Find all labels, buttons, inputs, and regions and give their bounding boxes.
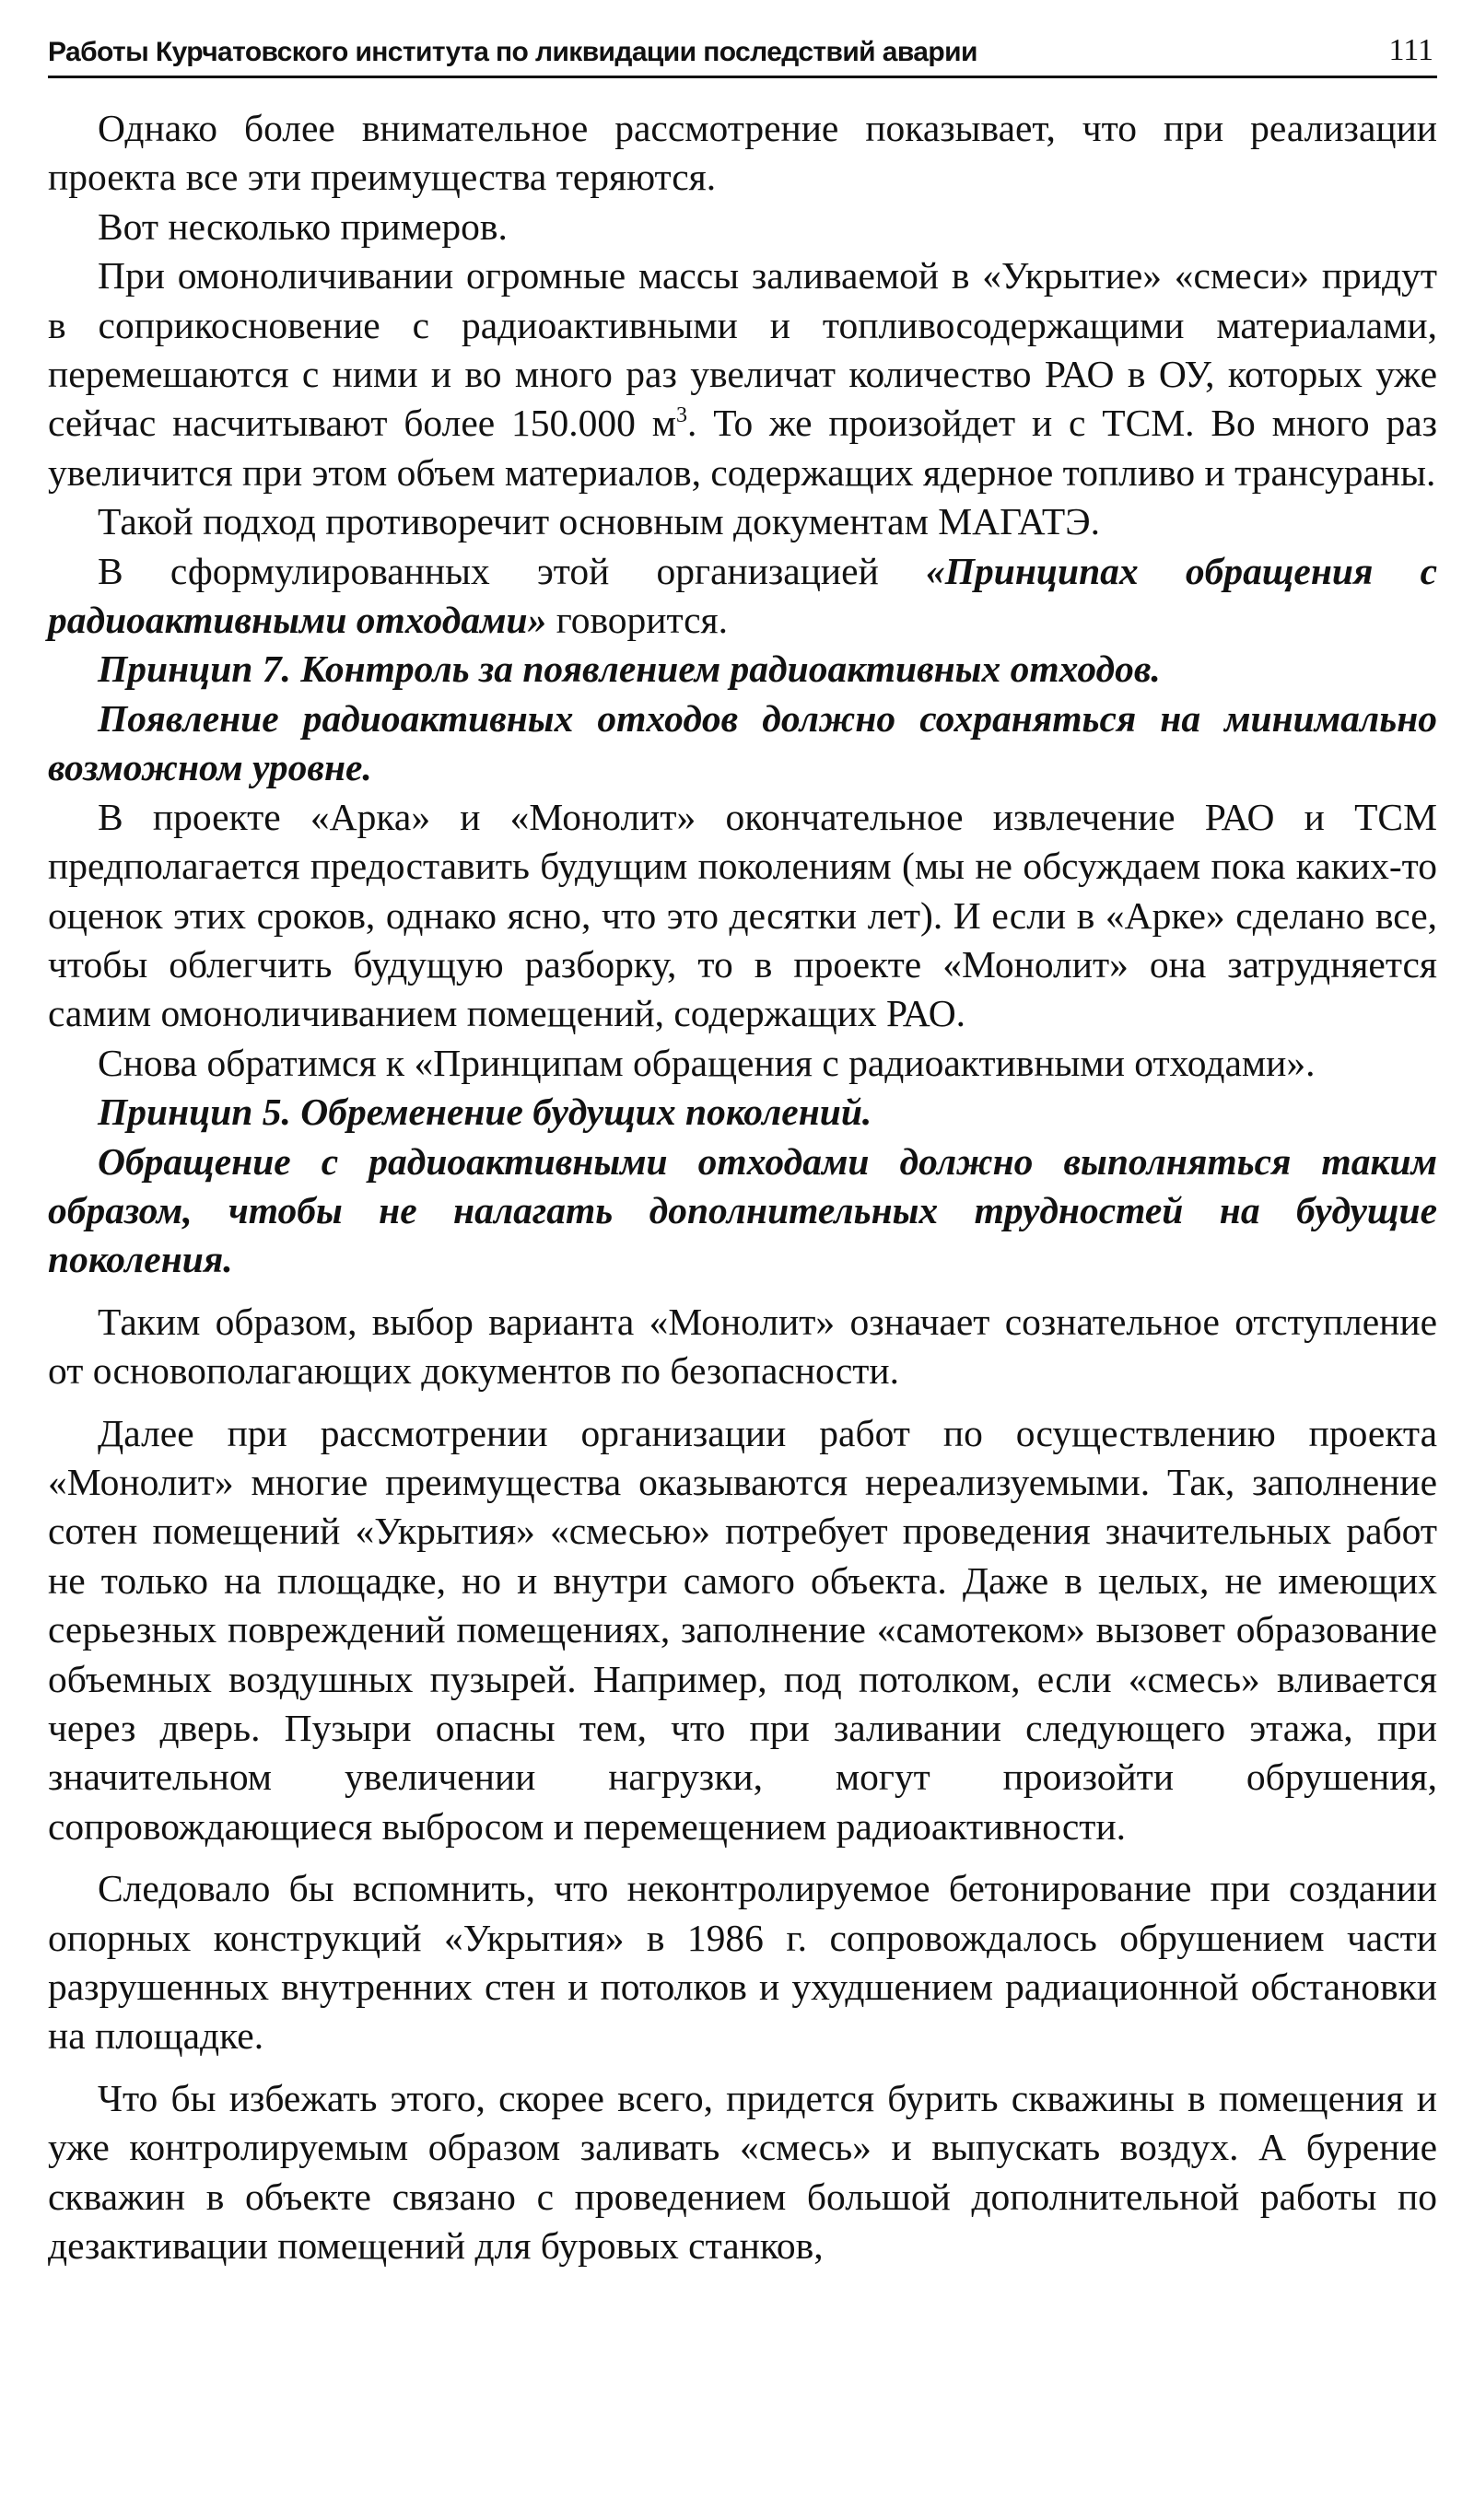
paragraph: Снова обратимся к «Принципам обращения с радиоактивными отходами». [98, 1041, 1316, 1084]
principle-heading: Принцип 7. Контроль за появлением радиоактивных отходов. [98, 648, 1161, 691]
body-text [48, 104, 1437, 2270]
paragraph [48, 251, 1437, 497]
paragraph: Таким образом, выбор варианта «Монолит» означает сознательное отступление от основополагающих документов по безопасности. [48, 1300, 1437, 1393]
paragraph-text: При омоноличивании огромные массы заливаемой в «Укрытие» «смеси» придут в соприкосновение с радиоактивными и топливосодержащими материалами, перемешаются с ними и во много раз увеличат количество РАО в ОУ, которых уже сейчас насчитывают более 150.000 м [48, 254, 1437, 445]
paragraph: Следовало бы вспомнить, что неконтролируемое бетонирование при создании опорных конструкций «Укрытия» в 1986 г. сопровождалось обрушением части разрушенных внутренних стен и потолков и ухудшением радиационной обстановки на площадке. [48, 1867, 1437, 2058]
paragraph-text: В сформулированных этой организацией [98, 549, 927, 592]
paragraph-text: говорится. [546, 599, 728, 642]
paragraph: В проекте «Арка» и «Монолит» окончательное извлечение РАО и ТСМ предполагается предоставить будущим поколениям (мы не обсуждаем пока каких-то оценок этих сроков, однако ясно, что это десятки лет). И если в «Арке» сделано все, чтобы облегчить будущую разборку, то в проекте «Монолит» она затрудняется самим омоноличиванием помещений, содержащих РАО. [48, 795, 1437, 1035]
principle-quote: Обращение с радиоактивными отходами должно выполняться таким образом, чтобы не налагать дополнительных трудностей на будущие поколения. [48, 1139, 1437, 1281]
running-header [48, 20, 1437, 78]
superscript: 3 [676, 403, 687, 428]
paragraph: Далее при рассмотрении организации работ по осуществлению проекта «Монолит» многие преимущества оказываются нереализуемыми. Так, заполнение сотен помещений «Укрытия» «смесью» потребует проведения значительных работ не только на площадке, но и внутри самого объекта. Даже в целых, не имеющих серьезных повреждений помещениях, заполнение «самотеком» вызовет образование объемных воздушных пузырей. Например, под потолком, если «смесь» вливается через дверь. Пузыри опасны тем, что при заливании следующего этажа, при значительном увеличении нагрузки, могут произойти обрушения, сопровождающиеся выбросом и перемещением радиоактивности. [48, 1411, 1437, 1848]
paragraph: Такой подход противоречит основным документам МАГАТЭ. [98, 500, 1101, 543]
document-title-emphasis: «Принципах обращения с радиоактивными отходами» [48, 549, 1437, 642]
paragraph: Однако более внимательное рассмотрение показывает, что при реализации проекта все эти преимущества теряются. [48, 107, 1437, 199]
paragraph: Что бы избежать этого, скорее всего, придется бурить скважины в помещения и уже контролируемым образом заливать «смесь» и выпускать воздух. А бурение скважин в объекте связано с проведением большой дополнительной работы по дезактивации помещений для буровых станков, [48, 2076, 1437, 2268]
principle-quote: Появление радиоактивных отходов должно сохраняться на минимально возможном уровне. [48, 696, 1437, 789]
paragraph-text: . То же произойдет и с ТСМ. Во много раз увеличится при этом объем материалов, содержащих ядерное топливо и трансураны. [48, 402, 1438, 494]
principle-heading: Принцип 5. Обременение будущих поколений. [98, 1091, 872, 1134]
paragraph [48, 547, 1437, 646]
paragraph: Вот несколько примеров. [98, 204, 508, 248]
book-page [48, 20, 1437, 2270]
running-header-title: Работы Курчатовского института по ликвидации последствий аварии [48, 37, 977, 67]
page-number: 111 [1388, 33, 1433, 67]
